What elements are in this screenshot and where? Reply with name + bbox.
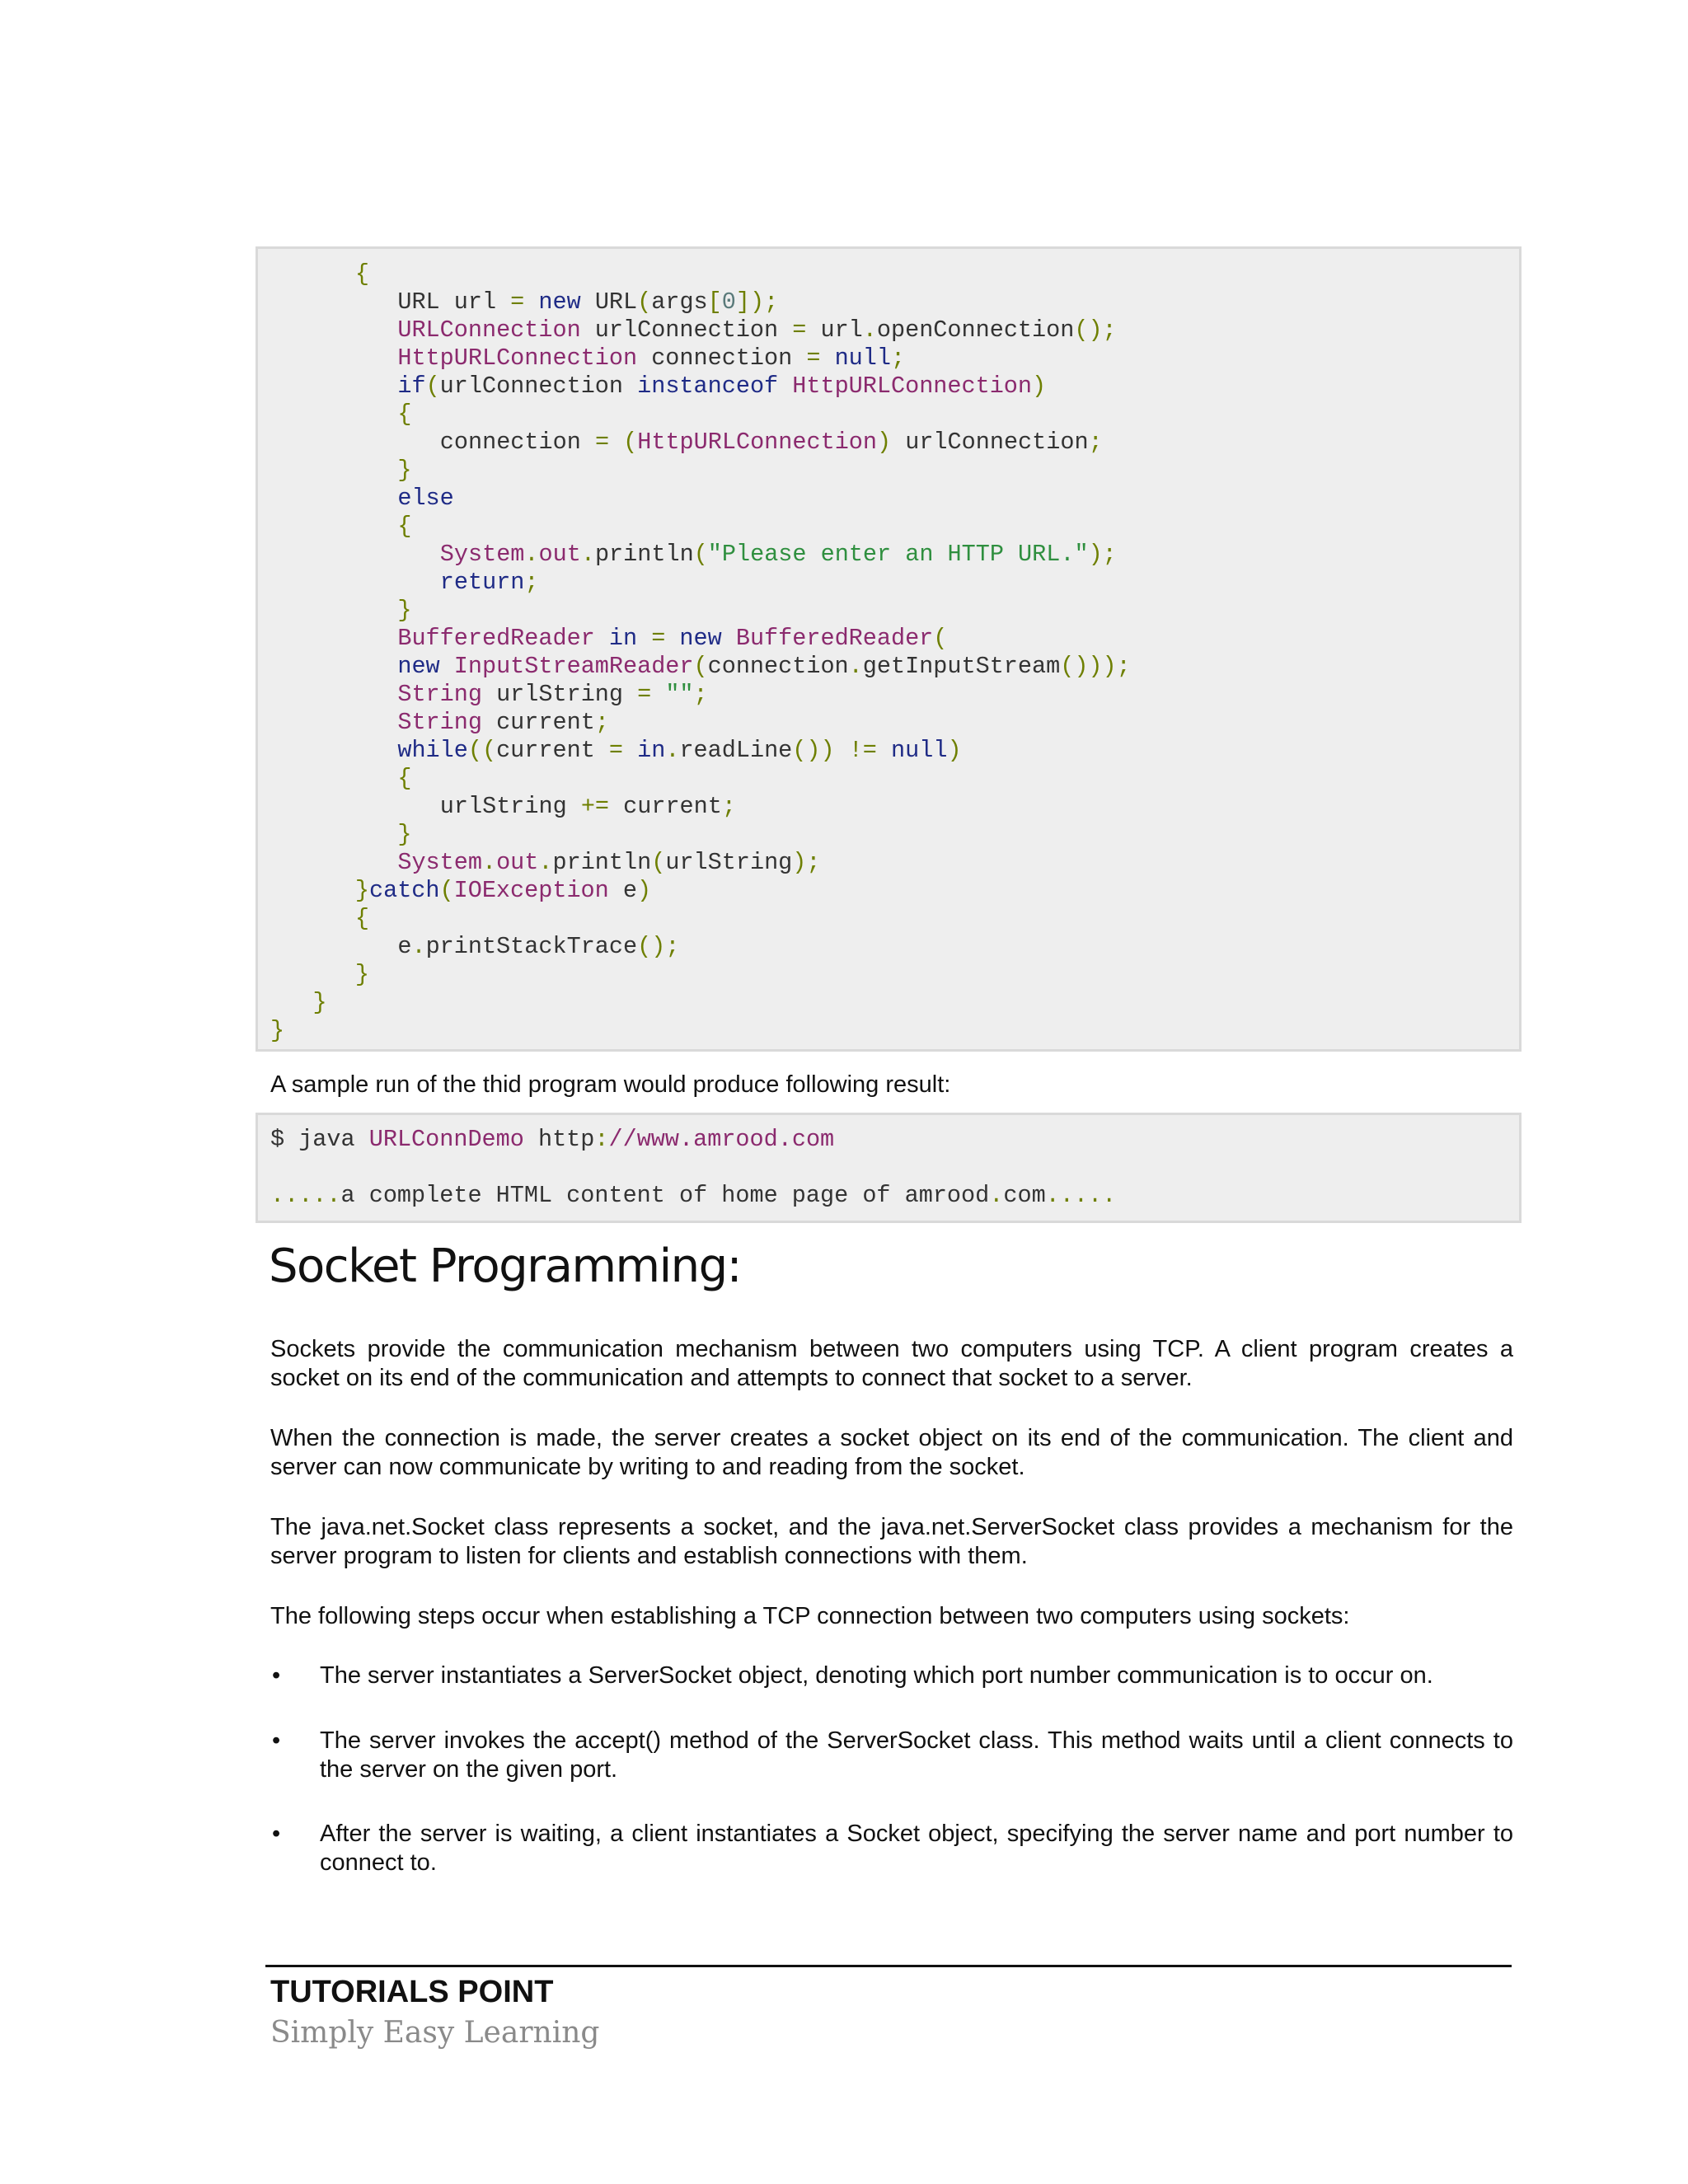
- code-token: urlString: [496, 681, 638, 708]
- code-token: 0: [721, 288, 736, 316]
- code-line: [258, 681, 1519, 709]
- code-token: ;: [721, 793, 736, 820]
- code-token: current: [623, 793, 722, 820]
- code-token: $ java: [270, 1126, 369, 1153]
- code-token: .: [862, 316, 877, 344]
- code-token: urlConnection: [905, 429, 1089, 456]
- code-token: (: [933, 625, 948, 652]
- code-line: [258, 765, 1519, 793]
- code-line: [258, 288, 1519, 316]
- code-token: e: [397, 933, 412, 960]
- code-token: .: [580, 541, 595, 568]
- code-token: .: [665, 737, 680, 764]
- code-token: [: [707, 288, 722, 316]
- code-token: {: [354, 905, 369, 932]
- code-token: (: [425, 373, 440, 400]
- code-token: ): [1032, 373, 1047, 400]
- code-token: while: [397, 737, 468, 764]
- code-token: BufferedReader: [735, 625, 934, 652]
- footer-divider: [265, 1965, 1512, 1967]
- code-token: ()));: [1060, 653, 1131, 680]
- code-token: new: [538, 288, 595, 316]
- code-token: URL: [594, 288, 638, 316]
- code-token: .: [538, 849, 553, 876]
- code-token: "": [665, 681, 694, 708]
- code-line: [258, 597, 1519, 625]
- code-token: ;: [594, 709, 609, 736]
- footer-brand: TUTORIALS POINT: [270, 1975, 554, 2009]
- code-token: connection: [439, 429, 595, 456]
- code-token: .....: [270, 1182, 341, 1209]
- code-token: in: [637, 737, 666, 764]
- code-line: [258, 709, 1519, 737]
- code-line: [258, 541, 1519, 569]
- bullet-text: The server instantiates a ServerSocket object, denoting which port number communication is to occur on.: [320, 1662, 1433, 1689]
- code-token: {: [397, 765, 412, 792]
- code-token: return: [439, 569, 525, 596]
- code-token: }: [354, 961, 369, 988]
- code-token: =: [806, 344, 835, 372]
- code-token: =: [510, 288, 539, 316]
- code-token: );: [792, 849, 821, 876]
- code-token: urlString: [439, 793, 581, 820]
- code-line: [258, 457, 1519, 485]
- code-token: System: [439, 541, 525, 568]
- code-token: ): [877, 429, 906, 456]
- code-token: getInputStream: [862, 653, 1061, 680]
- code-token: =: [651, 625, 680, 652]
- code-line: [258, 485, 1519, 513]
- code-token: ()) !=: [792, 737, 892, 764]
- code-block-sample-output: [256, 1113, 1522, 1223]
- code-token: ();: [637, 933, 680, 960]
- code-token: out: [538, 541, 581, 568]
- code-token: printStackTrace: [425, 933, 638, 960]
- code-token: urlString: [665, 849, 793, 876]
- sample-run-intro: A sample run of the thid program would produce following result:: [270, 1071, 951, 1098]
- code-token: (: [651, 849, 666, 876]
- code-token: .: [524, 541, 539, 568]
- code-token: =: [637, 681, 666, 708]
- code-token: }: [397, 821, 412, 848]
- code-token: ;: [890, 344, 906, 372]
- paragraph-steps-intro: The following steps occur when establishing a TCP connection between two computers using sockets:: [270, 1603, 1350, 1629]
- paragraph-socket-classes: The java.net.Socket class represents a socket, and the java.net.ServerSocket class provides a mechanism for the server program to listen for clients and establish connections with them.: [270, 1514, 1513, 1569]
- code-token: (: [439, 877, 454, 904]
- code-token: .....: [1045, 1182, 1117, 1209]
- code-token: com: [1003, 1182, 1046, 1209]
- code-token: ;: [524, 569, 539, 596]
- code-token: ();: [1074, 316, 1117, 344]
- code-line: [258, 961, 1519, 989]
- code-token: "Please enter an HTTP URL.": [707, 541, 1089, 568]
- code-token: ): [947, 737, 962, 764]
- code-token: URL url: [397, 288, 511, 316]
- code-token: }: [270, 1017, 285, 1044]
- section-heading: Socket Programming:: [269, 1240, 742, 1293]
- code-line: [258, 877, 1519, 905]
- code-token: {: [397, 401, 412, 428]
- code-token: (: [637, 288, 652, 316]
- code-token: args: [651, 288, 708, 316]
- bullet-text: After the server is waiting, a client instantiates a Socket object, specifying the server name and port number to connect to.: [320, 1821, 1513, 1876]
- code-token: BufferedReader: [397, 625, 609, 652]
- code-token: }: [354, 877, 369, 904]
- code-line: [258, 1017, 1519, 1045]
- code-token: urlConnection: [439, 373, 638, 400]
- code-token: }: [397, 457, 412, 484]
- bullet-icon: •: [272, 1821, 281, 1847]
- code-line: [258, 793, 1519, 821]
- code-token: catch: [369, 877, 440, 904]
- code-token: }: [397, 597, 412, 624]
- code-token: (: [693, 653, 708, 680]
- code-token: connection: [651, 344, 807, 372]
- code-line: [258, 513, 1519, 541]
- code-token: URLConnection: [397, 316, 595, 344]
- bullet-icon: •: [272, 1662, 281, 1689]
- paragraph-connection: When the connection is made, the server creates a socket object on its end of the communication. The client and server can now communicate by writing to and reading from the socket.: [270, 1425, 1513, 1480]
- code-line: [258, 821, 1519, 849]
- code-token: openConnection: [876, 316, 1075, 344]
- code-token: readLine: [679, 737, 793, 764]
- code-token: InputStreamReader: [453, 653, 694, 680]
- code-line: [258, 260, 1519, 288]
- code-token: String: [397, 681, 497, 708]
- code-token: =: [792, 316, 821, 344]
- code-token: null: [891, 737, 948, 764]
- code-token: urlConnection: [594, 316, 793, 344]
- code-token: http: [537, 1126, 595, 1153]
- code-token: .: [848, 653, 863, 680]
- bullet-text: The server invokes the accept() method of the ServerSocket class. This method waits until a client connects to the server on the given port.: [320, 1727, 1513, 1783]
- code-token: HttpURLConnection: [792, 373, 1033, 400]
- code-token: println: [594, 541, 694, 568]
- code-token: {: [397, 513, 412, 540]
- code-token: url: [820, 316, 863, 344]
- code-line: [258, 344, 1519, 373]
- code-line: [258, 1182, 1519, 1210]
- code-token: String: [397, 709, 497, 736]
- code-token: if: [397, 373, 426, 400]
- code-token: }: [312, 989, 327, 1016]
- code-token: URLConnDemo: [368, 1126, 538, 1153]
- code-token: System: [397, 849, 482, 876]
- code-line: [258, 737, 1519, 765]
- bullet-icon: •: [272, 1727, 281, 1754]
- code-token: .: [411, 933, 426, 960]
- code-token: HttpURLConnection: [397, 344, 652, 372]
- code-token: in: [608, 625, 652, 652]
- code-token: ((: [467, 737, 497, 764]
- code-token: .: [481, 849, 497, 876]
- code-line: [258, 653, 1519, 681]
- code-token: current: [496, 737, 609, 764]
- paragraph-intro: Sockets provide the communication mechanism between two computers using TCP. A client program creates a socket on its end of the communication and attempts to connect that socket to a server.: [270, 1336, 1513, 1391]
- code-token: instanceof: [637, 373, 793, 400]
- code-line: [258, 401, 1519, 429]
- code-token: +=: [580, 793, 624, 820]
- code-token: (: [693, 541, 708, 568]
- code-line: [258, 989, 1519, 1017]
- code-line: [258, 569, 1519, 597]
- code-line: [258, 1154, 1519, 1182]
- code-line: [258, 905, 1519, 933]
- code-token: ]);: [735, 288, 779, 316]
- code-token: HttpURLConnection: [637, 429, 877, 456]
- code-token: e: [622, 877, 637, 904]
- code-token: connection: [707, 653, 849, 680]
- code-token: = (: [594, 429, 638, 456]
- code-token: =: [608, 737, 638, 764]
- code-token: ;: [693, 681, 708, 708]
- code-token: new: [397, 653, 454, 680]
- code-line: [258, 1126, 1519, 1154]
- code-token: out: [496, 849, 539, 876]
- code-token: current: [496, 709, 595, 736]
- code-line: [258, 849, 1519, 877]
- footer-tagline: Simply Easy Learning: [270, 2016, 600, 2050]
- code-line: [258, 625, 1519, 653]
- code-token: );: [1088, 541, 1117, 568]
- code-line: [258, 373, 1519, 401]
- code-token: .: [989, 1182, 1004, 1209]
- code-line: [258, 933, 1519, 961]
- code-line: [258, 429, 1519, 457]
- code-token: println: [552, 849, 652, 876]
- code-token: :: [594, 1126, 609, 1153]
- code-token: ;: [1088, 429, 1103, 456]
- code-token: //www.amrood.com: [608, 1126, 835, 1153]
- code-token: {: [354, 260, 369, 288]
- code-token: null: [834, 344, 891, 372]
- code-token: ): [636, 877, 652, 904]
- code-token: new: [679, 625, 736, 652]
- code-token: else: [397, 485, 454, 512]
- code-block-url-connection: [256, 246, 1522, 1052]
- code-token: a complete HTML content of home page of amrood: [340, 1182, 990, 1209]
- code-line: [258, 316, 1519, 344]
- code-token: IOException: [453, 877, 623, 904]
